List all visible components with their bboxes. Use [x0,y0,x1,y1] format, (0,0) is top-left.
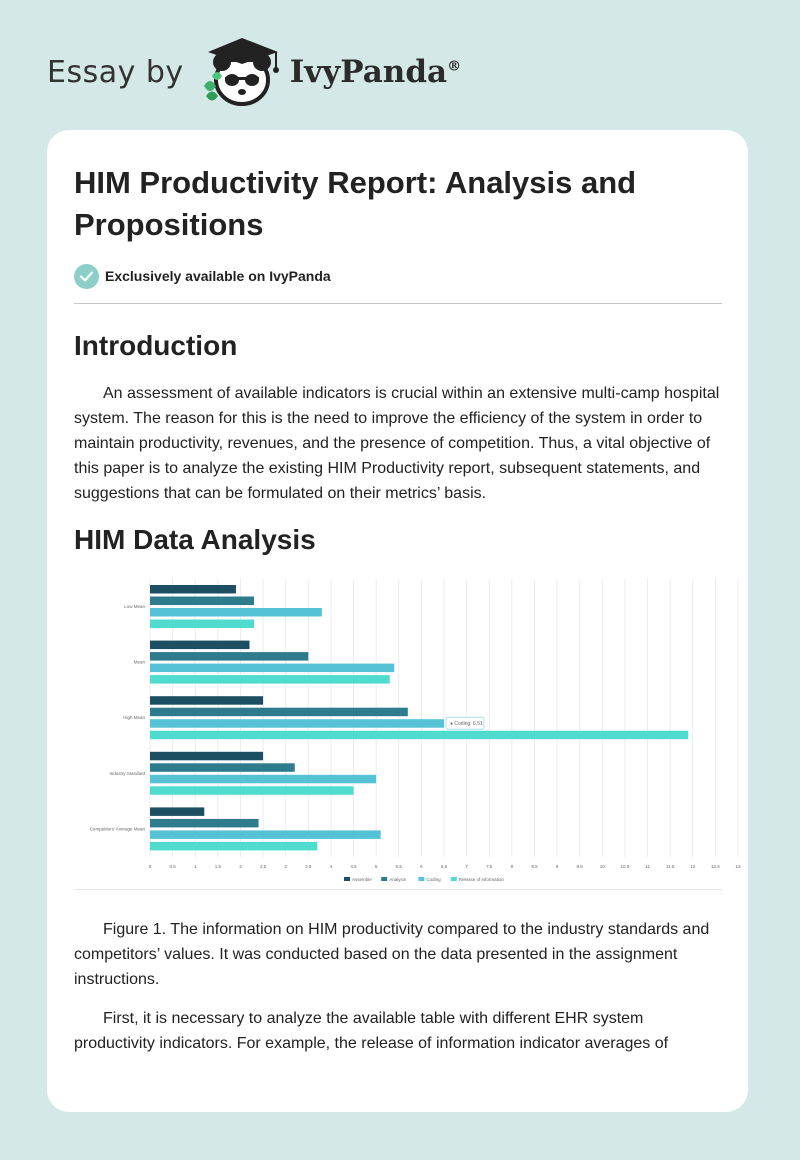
x-tick-label: 10 [599,864,605,869]
bar [150,830,381,839]
x-tick-label: 12 [690,864,696,869]
bar [150,731,688,740]
x-tick-label: 7.5 [486,864,493,869]
x-tick-label: 0 [148,864,152,869]
x-tick-label: 11 [645,864,650,869]
bar [150,641,250,650]
divider [74,303,722,304]
section-heading-data-analysis: HIM Data Analysis [74,524,316,555]
x-tick-label: 3.5 [305,864,312,869]
x-tick-label: 2.5 [259,864,267,869]
x-tick-label: 7 [465,864,468,869]
x-tick-label: 9.5 [576,864,583,869]
bar [150,775,376,784]
bar-chart [74,574,741,889]
exclusive-badge [74,262,722,290]
bar [150,807,204,816]
x-tick-label: 1 [193,864,197,869]
intro-paragraph: An assessment of available indicators is crucial within an extensive multi-camp hospital system. The reason for this is the need to improve the efficiency of the system in order to maintain productivity, revenues, and the presence of competition. Thus, a vital objective of this paper is to analyze the existing HIM Productivity report, subsequent statements, and suggestions that can be formulated on their metrics’ basis. [74,385,720,502]
bar [150,585,236,594]
bar [150,786,354,795]
x-tick-label: 4 [329,864,333,869]
bar [150,675,390,684]
category-label: High Mean [123,715,145,721]
x-tick-label: 0.5 [169,864,176,869]
category-label: Competitors' Average Mean [89,826,145,832]
legend-label: Assemble [352,877,372,882]
x-tick-label: 3 [284,864,287,869]
x-tick-label: 11.5 [665,864,675,869]
figure-chart [74,574,741,890]
category-label: Low Mean [124,604,145,609]
bar [150,752,263,761]
bar [150,763,295,772]
x-tick-label: 5.5 [395,864,402,869]
x-tick-label: 8 [510,864,514,869]
x-tick-label: 5 [374,864,378,869]
bar [150,719,444,728]
x-tick-label: 2 [239,864,242,869]
legend-swatch [418,877,424,881]
bar [150,664,394,673]
badge-text: Exclusively available on IvyPanda [105,268,331,284]
figure-caption: Figure 1. The information on HIM productivity compared to the industry standards and competitors’ values. It was conducted based on the data presented in the assignment instructions. [74,921,710,988]
bar [150,608,322,617]
legend-label: Coding [426,877,441,882]
analysis-paragraph: First, it is necessary to analyze the available table with different EHR system productivity indicators. For example, the release of information indicator averages of [74,1010,669,1052]
legend-swatch [381,877,387,881]
bar [150,842,317,851]
bar [150,652,308,661]
check-icon [74,264,99,289]
x-tick-label: 10.5 [620,864,630,869]
brand-header[interactable] [47,36,461,108]
section-heading-introduction: Introduction [74,330,238,361]
category-label: Mean [133,659,145,665]
bar [150,597,254,606]
article-card [47,130,748,1112]
legend-swatch [451,877,457,881]
bar [150,708,408,717]
article-title: HIM Productivity Report: Analysis and Propositions [74,165,637,242]
x-tick-label: 13 [735,864,741,869]
brand-name: IvyPanda® [289,54,462,90]
x-tick-label: 9 [555,864,559,869]
x-tick-label: 8.5 [531,864,538,869]
brand-prefix: Essay by [47,54,184,90]
bar [150,696,263,705]
legend-label: Release of information [458,877,504,882]
x-tick-label: 4.5 [350,864,357,869]
x-tick-label: 1.5 [214,864,221,869]
bar [150,620,254,629]
legend-label: Analysis [389,877,406,882]
bar [150,819,259,828]
category-label: Industry Standard [109,770,145,776]
panda-logo-icon [198,36,288,108]
tooltip-text: ● Coding: 6.51 [450,721,483,728]
legend-swatch [344,877,350,881]
x-tick-label: 6 [420,864,423,869]
x-tick-label: 6.5 [440,864,448,869]
x-tick-label: 12.5 [711,864,720,869]
